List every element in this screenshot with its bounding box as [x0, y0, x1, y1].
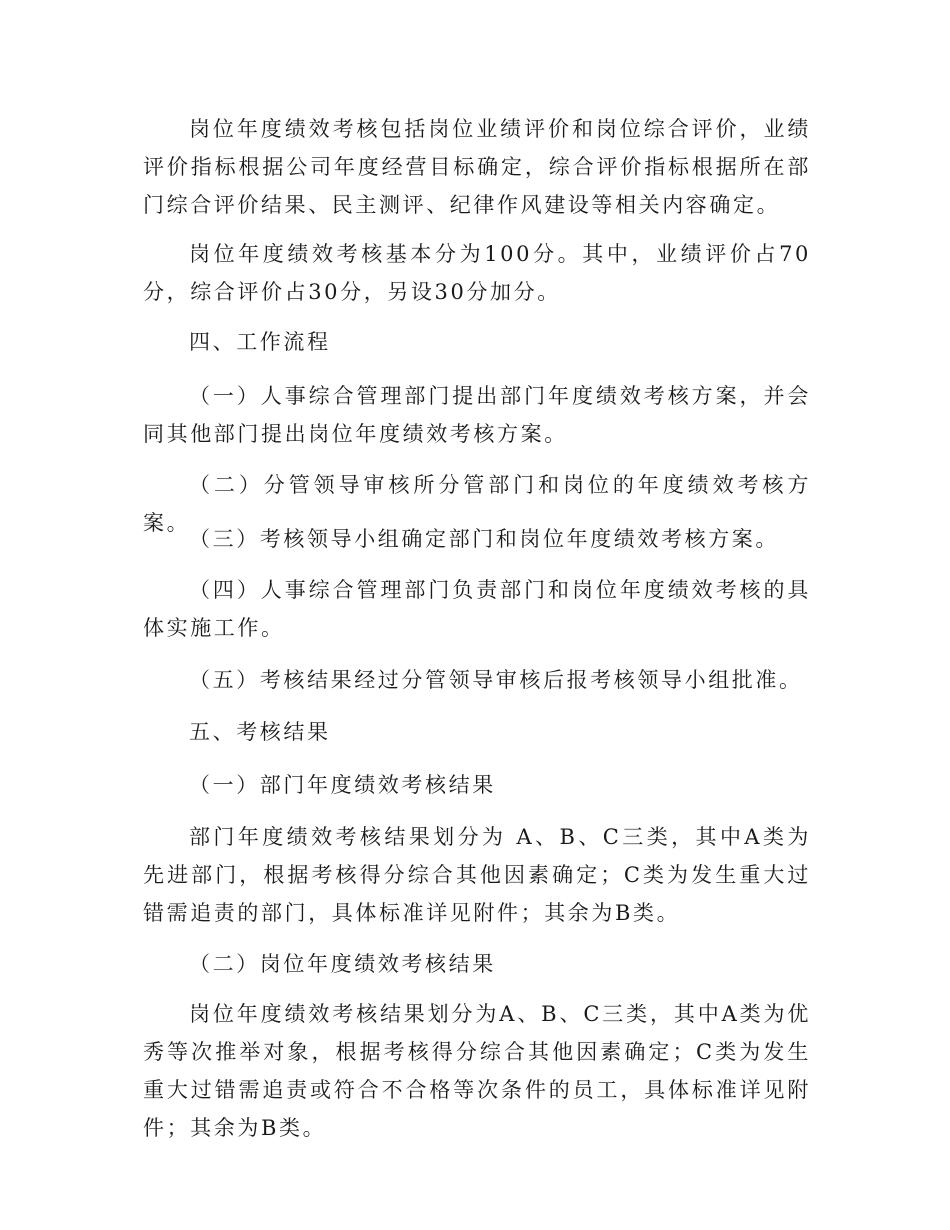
paragraph-evaluation-composition: 岗位年度绩效考核包括岗位业绩评价和岗位综合评价，业绩评价指标根据公司年度经营目标确定，综合评价指标根据所在部门综合评价结果、民主测评、纪律作风建设等相关内容确定。 [143, 117, 811, 217]
paragraph-department-results: 部门年度绩效考核结果划分为 A、B、C三类，其中A类为先进部门，根据考核得分综合其他因素确定；C类为发生重大过错需追责的部门，具体标准详见附件；其余为B类。 [143, 825, 811, 925]
workflow-item-4: （四）人事综合管理部门负责部门和岗位年度绩效考核的具体实施工作。 [143, 578, 811, 640]
section-heading-workflow: 四、工作流程 [189, 330, 331, 354]
paragraph-position-results: 岗位年度绩效考核结果划分为A、B、C三类，其中A类为优秀等次推举对象，根据考核得分综合其他因素确定；C类为发生重大过错需追责或符合不合格等次条件的员工，具体标准详见附件；其余为B类。 [143, 1002, 811, 1140]
subheading-position-results: （二）岗位年度绩效考核结果 [189, 952, 496, 976]
workflow-item-3: （三）考核领导小组确定部门和岗位年度绩效考核方案。 [189, 527, 779, 551]
workflow-item-5: （五）考核结果经过分管领导审核后报考核领导小组批准。 [189, 668, 803, 692]
paragraph-base-score: 岗位年度绩效考核基本分为100分。其中，业绩评价占70分，综合评价占30分，另设30分加分。 [143, 242, 811, 304]
subheading-department-results: （一）部门年度绩效考核结果 [189, 773, 496, 797]
workflow-item-2: （二）分管领导审核所分管部门和岗位的年度绩效考核方案。 [143, 473, 811, 535]
workflow-item-1: （一）人事综合管理部门提出部门年度绩效考核方案，并会同其他部门提出岗位年度绩效考核方案。 [143, 384, 811, 446]
section-heading-results: 五、考核结果 [189, 720, 331, 744]
